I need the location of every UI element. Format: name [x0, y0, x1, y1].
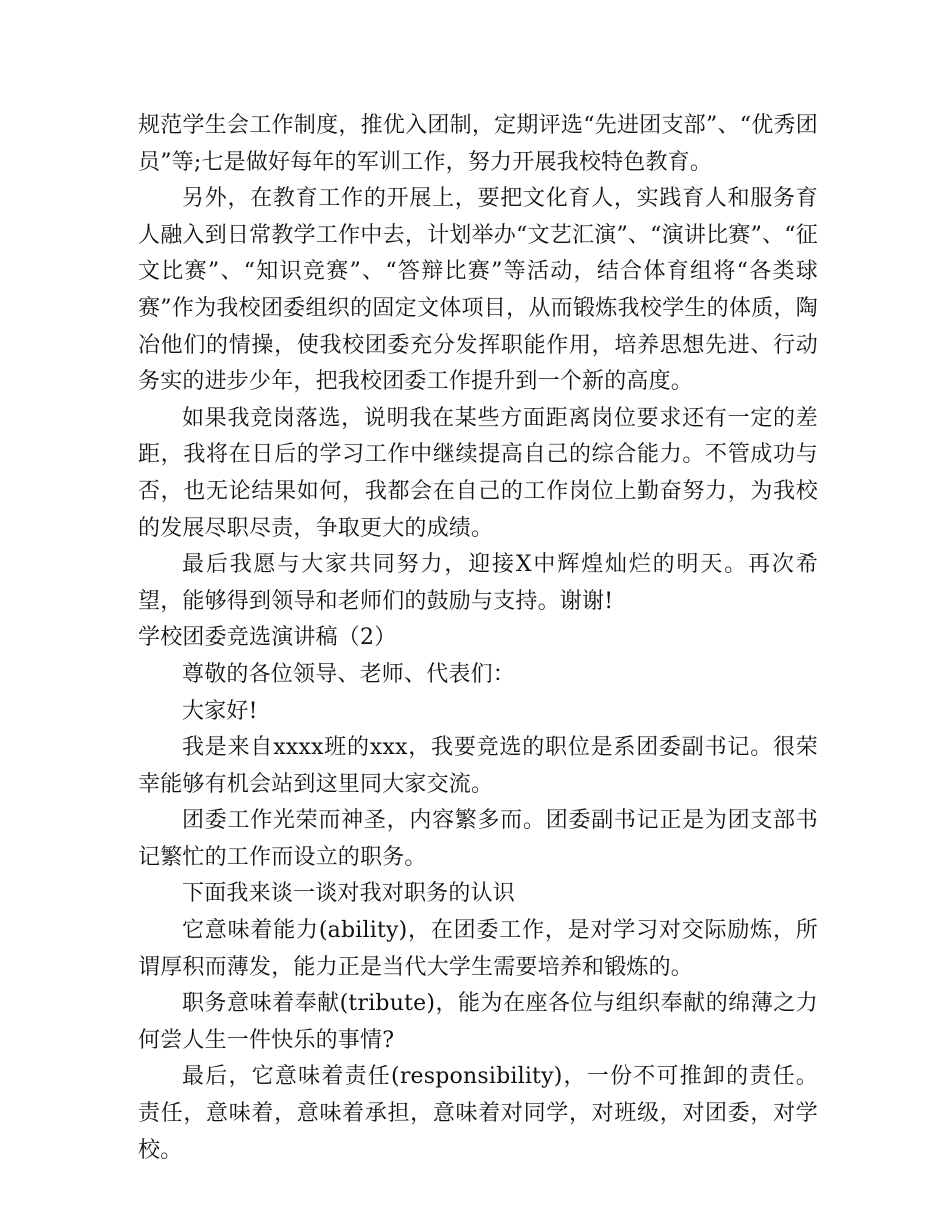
paragraph-role: 团委工作光荣而神圣，内容繁多而。团委副书记正是为团支部书记繁忙的工作而设立的职务。	[138, 808, 818, 870]
section-heading: 学校团委竞选演讲稿（2）	[138, 625, 397, 651]
paragraph-3: 如果我竞岗落选，说明我在某些方面距离岗位要求还有一定的差距，我将在日后的学习工作中继续提高自己的综合能力。不管成功与否，也无论结果如何，我都会在自己的工作岗位上勤奋努力，为我校的发展尽职尽责，争取更大的成绩。	[138, 405, 818, 541]
paragraph-greeting: 大家好!	[182, 698, 258, 724]
paragraph-responsibility: 最后，它意味着责任(responsibility)，一份不可推卸的责任。责任，意味着，意味着承担，意味着对同学，对班级，对团委，对学校。	[138, 1064, 818, 1163]
document-body	[138, 108, 818, 1169]
paragraph-1: 规范学生会工作制度，推优入团制，定期评选“先进团支部”、“优秀团员”等;七是做好每年的军训工作，努力开展我校特色教育。	[138, 113, 818, 175]
paragraph-transition: 下面我来谈一谈对我对职务的认识	[182, 881, 516, 907]
paragraph-4: 最后我愿与大家共同努力，迎接X中辉煌灿烂的明天。再次希望，能够得到领导和老师们的鼓励与支持。谢谢!	[138, 552, 818, 614]
paragraph-introduction: 我是来自xxxx班的xxx，我要竞选的职位是系团委副书记。很荣幸能够有机会站到这里同大家交流。	[138, 735, 818, 797]
paragraph-ability: 它意味着能力(ability)，在团委工作，是对学习对交际励炼，所谓厚积而薄发，能力正是当代大学生需要培养和锻炼的。	[138, 918, 818, 980]
paragraph-tribute: 职务意味着奉献(tribute)，能为在座各位与组织奉献的绵薄之力何尝人生一件快乐的事情?	[138, 991, 818, 1053]
paragraph-salutation: 尊敬的各位领导、老师、代表们：	[182, 661, 516, 687]
paragraph-2: 另外，在教育工作的开展上，要把文化育人，实践育人和服务育人融入到日常教学工作中去，计划举办“文艺汇演”、“演讲比赛”、“征文比赛”、“知识竞赛”、“答辩比赛”等活动，结合体育组将“各类球赛”作为我校团委组织的固定文体项目，从而锻炼我校学生的体质，陶冶他们的情操，使我校团委充分发挥职能作用，培养思想先进、行动务实的进步少年，把我校团委工作提升到一个新的高度。	[138, 186, 818, 395]
